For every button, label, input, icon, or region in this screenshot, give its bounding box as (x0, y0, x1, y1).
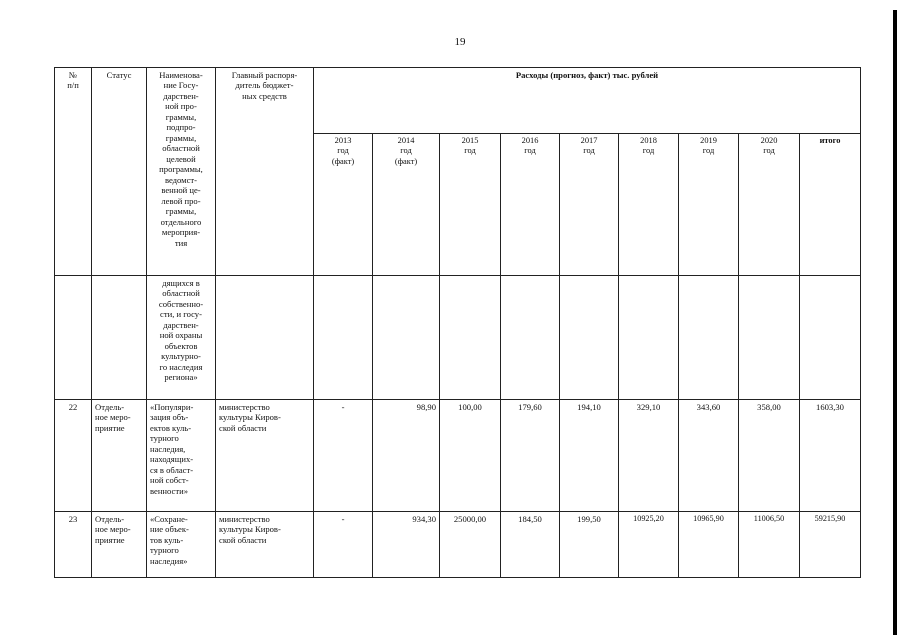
year-2020: 2020 год (739, 134, 800, 276)
year-2014: 2014 год (факт) (373, 134, 440, 276)
continuation-name: дящихся в областной собственно- сти, и госу- дарствен- ной охраны объектов культурно- го наследия региона» (147, 276, 216, 400)
value-2018: 10925,20 (619, 512, 679, 578)
table-row (55, 400, 861, 512)
year-2019: 2019 год (679, 134, 739, 276)
value-total: 59215,90 (800, 512, 861, 578)
header-manager: Главный распоря- дитель бюджет- ных средств (216, 68, 314, 276)
page-number: 19 (454, 36, 466, 48)
year-2016: 2016 год (501, 134, 560, 276)
value-2020: 358,00 (739, 400, 800, 512)
value-2020: 11006,50 (739, 512, 800, 578)
row-num: 22 (55, 400, 92, 512)
row-status: Отдель- ное меро- приятие (92, 512, 147, 578)
year-2013: 2013 год (факт) (314, 134, 373, 276)
value-2016: 179,60 (501, 400, 560, 512)
year-2015: 2015 год (440, 134, 501, 276)
value-2018: 329,10 (619, 400, 679, 512)
value-2014: 98,90 (373, 400, 440, 512)
value-2013: - (314, 400, 373, 512)
row-num: 23 (55, 512, 92, 578)
value-2015: 25000,00 (440, 512, 501, 578)
value-2014: 934,30 (373, 512, 440, 578)
row-manager: министерство культуры Киров- ской области (216, 400, 314, 512)
header-num: № п/п (55, 68, 92, 276)
value-total: 1603,30 (800, 400, 861, 512)
value-2015: 100,00 (440, 400, 501, 512)
value-2017: 199,50 (560, 512, 619, 578)
budget-table (54, 67, 861, 578)
year-total: итого (800, 134, 861, 276)
table-row (55, 512, 861, 578)
row-status: Отдель- ное меро- приятие (92, 400, 147, 512)
row-manager: министерство культуры Киров- ской области (216, 512, 314, 578)
header-name: Наименова- ние Госу- дарствен- ной про- граммы, подпро- граммы, областной целевой программы, ведомст- венной це- левой про- граммы, отдельного мероприя- тия (147, 68, 216, 276)
value-2017: 194,10 (560, 400, 619, 512)
header-status: Статус (92, 68, 147, 276)
value-2019: 10965,90 (679, 512, 739, 578)
year-2017: 2017 год (560, 134, 619, 276)
row-name: «Сохране- ние объек- тов куль- турного наследия» (147, 512, 216, 578)
row-name: «Популяри- зация объ- ектов куль- турного наследия, находящих- ся в област- ной собст- венности» (147, 400, 216, 512)
page-edge-rule (893, 10, 897, 635)
year-2018: 2018 год (619, 134, 679, 276)
continuation-row (55, 276, 861, 400)
value-2013: - (314, 512, 373, 578)
header-expenses: Расходы (прогноз, факт) тыс. рублей (314, 68, 861, 134)
header-row-top (55, 68, 861, 134)
value-2019: 343,60 (679, 400, 739, 512)
value-2016: 184,50 (501, 512, 560, 578)
